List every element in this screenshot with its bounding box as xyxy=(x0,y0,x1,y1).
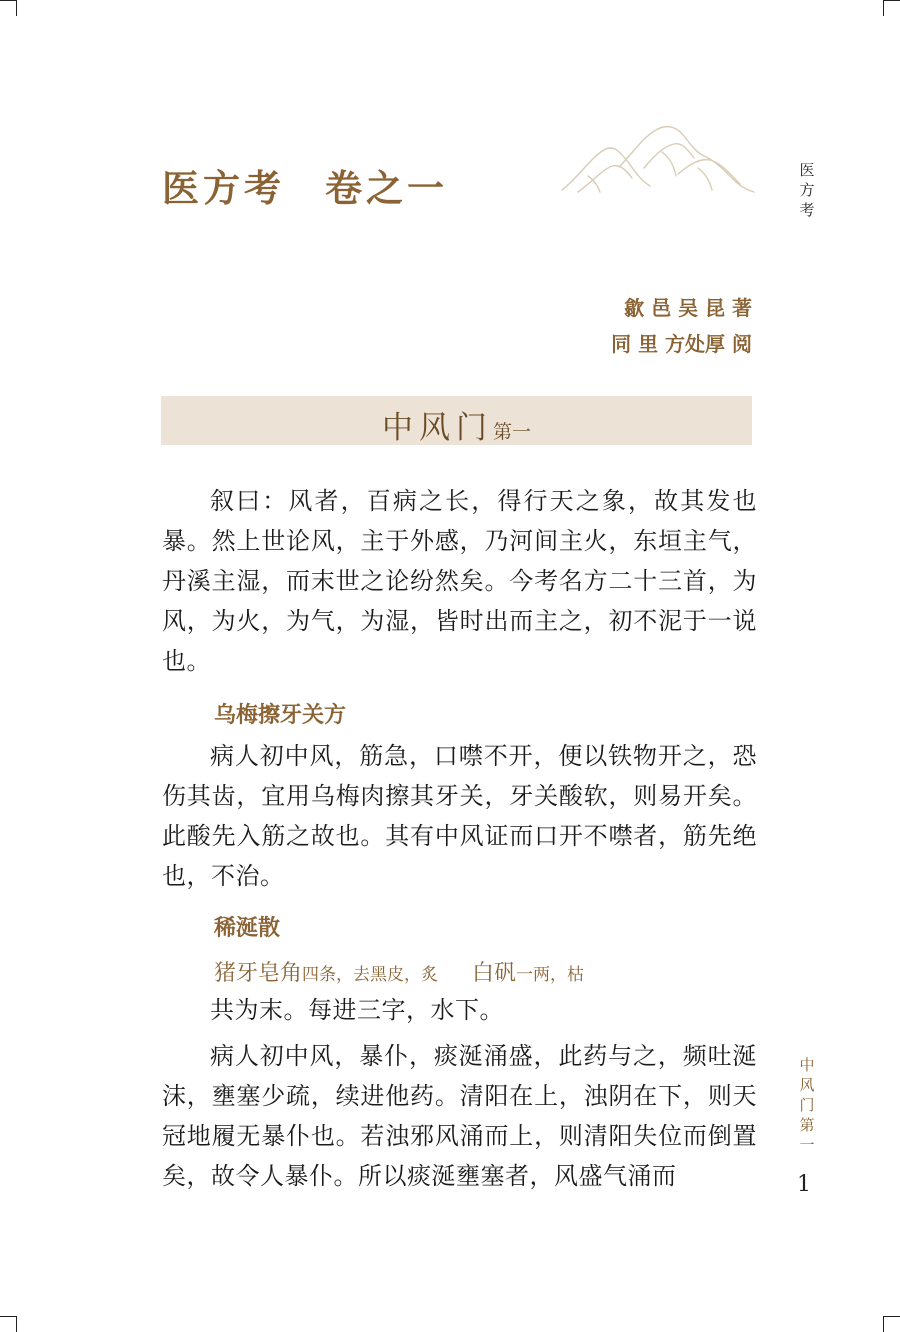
section-order: 第一 xyxy=(492,421,531,443)
section-title xyxy=(161,402,752,447)
crop-mark xyxy=(883,1316,884,1332)
intro-text: 叙曰：风者，百病之长，得行天之象，故其发也暴。然上世论风，主于外感，乃河间主火，东垣主气，丹溪主湿，而末世之论纷然矣。今考名方二十三首，为风，为火，为气，为湿，皆时出而主之，初不泥于一说也。 xyxy=(162,487,757,675)
running-head-char: 方 xyxy=(799,181,815,199)
formula-heading: 乌梅擦牙关方 xyxy=(214,702,347,728)
crop-mark xyxy=(16,0,17,16)
author-line: 歙 邑 吴 昆 著 xyxy=(624,296,752,320)
usage-paragraph xyxy=(162,990,757,1030)
running-head-char: 中 xyxy=(799,1056,815,1074)
ingredient-line xyxy=(214,956,584,987)
ingredient-note: 四条，去黑皮，炙 xyxy=(302,965,439,985)
running-head-book xyxy=(796,160,818,220)
running-head-char: 一 xyxy=(799,1136,815,1154)
running-head-section xyxy=(796,1055,818,1155)
formula-text: 病人初中风，筋急，口噤不开，便以铁物开之，恐伤其齿，宜用乌梅肉擦其牙关，牙关酸软，则易开矣。此酸先入筋之故也。其有中风证而口开不噤者，筋先绝也，不治。 xyxy=(162,742,757,890)
chapter-title xyxy=(162,158,448,212)
volume-title: 卷之一 xyxy=(325,166,448,210)
crop-mark xyxy=(16,1316,17,1332)
crop-mark xyxy=(0,0,16,1)
formula-paragraph xyxy=(162,1036,757,1196)
intro-paragraph xyxy=(162,481,757,681)
mountain-ornament-icon xyxy=(558,118,758,198)
section-header xyxy=(161,396,752,445)
running-head-char: 门 xyxy=(799,1096,815,1114)
crop-mark xyxy=(0,1316,16,1317)
crop-mark xyxy=(884,1316,900,1317)
formula-paragraph xyxy=(162,736,757,896)
running-head-char: 医 xyxy=(799,161,815,179)
section-name: 中风门 xyxy=(381,410,493,446)
running-head-char: 第 xyxy=(799,1116,815,1134)
usage-text: 共为末。每进三字，水下。 xyxy=(210,996,504,1024)
running-head-char: 风 xyxy=(799,1076,815,1094)
crop-mark xyxy=(883,0,884,16)
running-head-char: 考 xyxy=(799,201,815,219)
ingredient-name: 猪牙皂角 xyxy=(214,961,303,986)
book-title: 医方考 xyxy=(162,166,285,210)
formula-heading: 稀涎散 xyxy=(214,915,281,941)
ingredient-note: 一两，枯 xyxy=(516,965,585,985)
crop-mark xyxy=(884,0,900,1)
reviewer-line: 同 里 方处厚 阅 xyxy=(611,332,752,356)
ingredient-name: 白矾 xyxy=(472,961,517,986)
formula-text: 病人初中风，暴仆，痰涎涌盛，此药与之，频吐涎沫，壅塞少疏，续进他药。清阳在上，浊阴在下，则天冠地履无暴仆也。若浊邪风涌而上，则清阳失位而倒置矣，故令人暴仆。所以痰涎壅塞者，风盛气涌而 xyxy=(162,1042,757,1190)
page-number: 1 xyxy=(797,1172,811,1197)
